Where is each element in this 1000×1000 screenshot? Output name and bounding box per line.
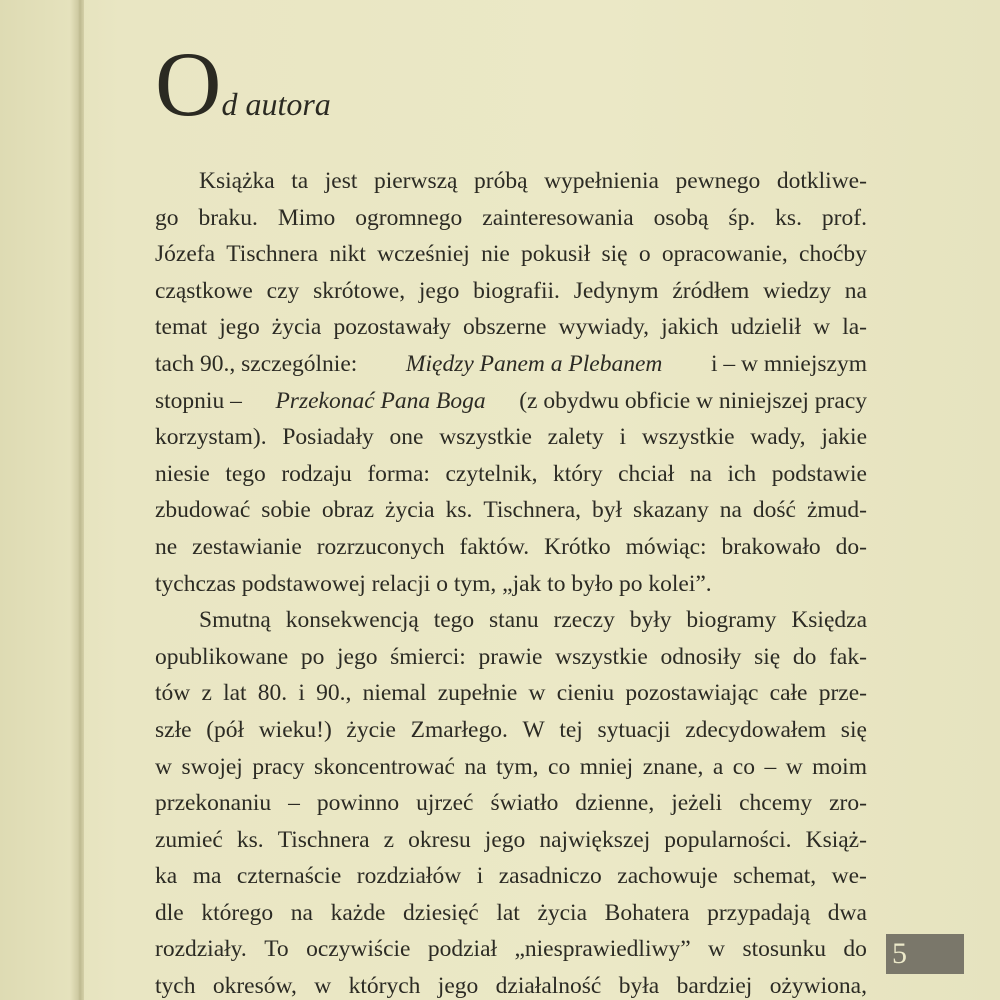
word: jeżeli [671, 790, 723, 817]
word: na [719, 497, 742, 524]
word: tej [559, 716, 583, 743]
word: zalety [547, 424, 604, 451]
word: jest [324, 168, 358, 194]
text-line [155, 456, 867, 493]
book-title: Przekonać Pana Boga [275, 387, 486, 414]
word: na [290, 899, 313, 926]
word: był [592, 497, 623, 524]
word: rozdziałów [356, 863, 462, 890]
word: podział [427, 936, 498, 963]
word: się [754, 643, 781, 670]
word: po [300, 643, 325, 670]
text-line [155, 968, 867, 1000]
word: odnosiły [660, 643, 742, 670]
word: tów [155, 680, 191, 707]
word: 90., [316, 680, 352, 707]
word: Jedynym [573, 277, 659, 304]
word: każde [330, 899, 386, 926]
word: okresów, [212, 973, 297, 1000]
word: pracy [252, 753, 305, 780]
text-line: tychczas podstawowej relacji o tym, „jak to było po kolei”. [155, 570, 712, 597]
text-line [155, 749, 867, 786]
word: ujrzeć [416, 790, 474, 817]
word: ks. [445, 497, 473, 524]
word: czy [266, 277, 300, 304]
chapter-heading [155, 33, 331, 135]
word: znane, [642, 753, 704, 780]
word: jego [418, 277, 460, 304]
word: co [732, 753, 755, 780]
text-line [155, 602, 867, 639]
word: stanu [489, 607, 539, 634]
word: W [522, 716, 545, 743]
word: o [638, 241, 651, 268]
word: światło [490, 790, 559, 817]
word: żmud- [806, 497, 867, 524]
text-line [155, 675, 867, 712]
word: zupełnie [437, 680, 518, 707]
word: rozdziały. [155, 936, 247, 963]
word: rodzaju [281, 460, 352, 487]
word: tych [155, 973, 196, 1000]
word: (pół [206, 716, 245, 743]
word: konsekwencją [285, 607, 419, 634]
word: się [840, 716, 867, 743]
word: go [155, 204, 179, 231]
word: one [389, 424, 424, 451]
word: w [785, 753, 803, 780]
word: opublikowane [155, 643, 289, 670]
text-line [155, 200, 867, 237]
word: ma [192, 863, 222, 890]
word: wszystkie [641, 424, 735, 451]
word: choćby [799, 241, 867, 268]
word: była [618, 973, 660, 1000]
word: cieniu [556, 680, 615, 707]
word: jego [484, 826, 526, 853]
word: wszystkie [555, 643, 648, 670]
word: Bohatera [604, 899, 690, 926]
word: Tischnera [226, 241, 319, 268]
word: la- [842, 314, 867, 341]
text-line [155, 822, 867, 859]
word: zro- [829, 790, 867, 817]
word: fak- [829, 643, 867, 670]
word: ka [155, 863, 178, 890]
word: śmierci: [390, 643, 466, 670]
word: który [553, 460, 603, 487]
word: się [601, 241, 628, 268]
word: 80. [257, 680, 288, 707]
word: życia [271, 314, 322, 341]
word: Józefa [155, 241, 216, 268]
word: rzeczy [553, 607, 615, 634]
text-line [155, 163, 867, 200]
body-text [155, 163, 867, 1000]
word: tego [225, 460, 266, 487]
word: czytelnik, [445, 460, 538, 487]
word: wcześniej [377, 241, 470, 268]
word: skazany [633, 497, 709, 524]
word: okresu [408, 826, 471, 853]
word: nikt [329, 241, 366, 268]
word: działalność [495, 973, 602, 1000]
word: zumieć [155, 826, 223, 853]
word: swojej [181, 753, 243, 780]
word: Książ- [805, 826, 867, 853]
word: do [792, 643, 817, 670]
word: forma: [367, 460, 430, 487]
page-number: 5 [886, 934, 964, 974]
word: zbudować [155, 497, 251, 524]
word: Książka [199, 168, 275, 194]
word: To [264, 936, 289, 963]
word: zdecydowałem [685, 716, 827, 743]
word: w [813, 314, 831, 341]
word: ks. [236, 826, 264, 853]
word: w [528, 680, 546, 707]
word: popularności. [664, 826, 792, 853]
word: wiedzy [763, 277, 831, 304]
word: prof. [821, 204, 867, 231]
text-line [155, 419, 867, 456]
word: śp. [728, 204, 756, 231]
text-line [155, 236, 867, 273]
word: wady, [750, 424, 806, 451]
word: „niesprawiedliwy” [514, 936, 691, 963]
word: całe [769, 680, 808, 707]
word: wieku!) [258, 716, 332, 743]
word: próbą [474, 168, 528, 194]
word: ks. [775, 204, 802, 231]
word: życia [385, 497, 435, 524]
word: dwa [827, 899, 867, 926]
word: co [548, 753, 571, 780]
text-segment: tach 90., szczególnie: [155, 350, 358, 377]
word: na [844, 277, 867, 304]
word: lat [496, 899, 520, 926]
word: faktów. [459, 533, 530, 560]
word: i [619, 424, 627, 451]
word: pierwszą [373, 168, 458, 194]
text-line [155, 931, 867, 968]
word: źródłem [672, 277, 750, 304]
word: do [843, 936, 867, 963]
word: temat [155, 314, 208, 341]
word: korzystam). [155, 424, 267, 451]
word: pokusił [521, 241, 591, 268]
word: w [155, 753, 172, 780]
word: – [288, 790, 300, 817]
book-gutter [0, 0, 84, 1000]
word: sytuacji [597, 716, 671, 743]
word: prawie [478, 643, 543, 670]
word: ogromnego [355, 204, 463, 231]
word: jego [336, 643, 378, 670]
word: niesie [155, 460, 210, 487]
word: obraz [321, 497, 375, 524]
word: na [689, 460, 712, 487]
text-line [155, 529, 867, 566]
word: czternaście [236, 863, 342, 890]
text-line [155, 309, 867, 346]
word: największej [539, 826, 651, 853]
word: jakie [821, 424, 867, 451]
word: ta [291, 168, 309, 194]
text-line [155, 273, 867, 310]
word: z [201, 680, 212, 707]
word: życia [537, 899, 588, 926]
word: Zmarłego. [410, 716, 508, 743]
word: lat [223, 680, 247, 707]
word: biogramy [686, 607, 777, 634]
text-line [155, 858, 867, 895]
word: niemal [362, 680, 427, 707]
word: bardziej [676, 973, 753, 1000]
text-line [155, 639, 867, 676]
text-segment: (z obydwu obficie w niniejszej pracy [519, 387, 867, 414]
word: dzienne, [575, 790, 655, 817]
word: pozostawiając [625, 680, 759, 707]
word: mówiąc: [625, 533, 707, 560]
word: jego [437, 973, 479, 1000]
word: nie [481, 241, 510, 268]
text-line [155, 492, 867, 529]
word: zasadniczo [498, 863, 602, 890]
word: dość [752, 497, 796, 524]
word: Posiadały [282, 424, 374, 451]
word: w [314, 973, 332, 1000]
word: brakowało [721, 533, 821, 560]
word: pewnego [675, 168, 761, 194]
word: cząstkowe [155, 277, 253, 304]
word: schemat, [733, 863, 817, 890]
word: jego [219, 314, 260, 341]
word: ne [155, 533, 178, 560]
word: pozostawały [333, 314, 451, 341]
word: przekonaniu [155, 790, 272, 817]
word: rozrzuconych [316, 533, 445, 560]
word: udzielił [730, 314, 802, 341]
word: dziesięć [403, 899, 479, 926]
word: podstawie [771, 460, 867, 487]
word: chcemy [739, 790, 813, 817]
word: dotkliwe- [776, 168, 867, 194]
word: z [383, 826, 395, 853]
word: ożywiona, [769, 973, 867, 1000]
word: braku. [198, 204, 258, 231]
heading-rest: d autora [221, 86, 331, 122]
word: Tischnera, [483, 497, 582, 524]
word: dle [155, 899, 184, 926]
word: skoncentrować [313, 753, 455, 780]
text-line [155, 712, 867, 749]
word: tym, [496, 753, 539, 780]
book-title: Między Panem a Plebanem [405, 350, 663, 377]
text-line [155, 895, 867, 932]
word: oczywiście [306, 936, 411, 963]
word: mniej [579, 753, 634, 780]
word: Mimo [277, 204, 336, 231]
word: chciał [618, 460, 675, 487]
word: w [708, 936, 726, 963]
word: życie [346, 716, 396, 743]
word: prze- [818, 680, 867, 707]
word: moim [812, 753, 867, 780]
word: którego [201, 899, 274, 926]
word: powinno [316, 790, 400, 817]
word: sobie [261, 497, 311, 524]
word: Księdza [791, 607, 867, 634]
word: zainteresowania [482, 204, 634, 231]
word: jakich [661, 314, 719, 341]
word: – [764, 753, 777, 780]
word: których [348, 973, 421, 1000]
word: Tischnera [277, 826, 370, 853]
word: szłe [155, 716, 192, 743]
word: Krótko [544, 533, 611, 560]
word: i [298, 680, 305, 707]
word: wypełnienia [544, 168, 659, 194]
word: ich [727, 460, 757, 487]
word: Smutną [199, 607, 271, 634]
word: a [712, 753, 724, 780]
word: obszerne [462, 314, 547, 341]
text-line [155, 785, 867, 822]
word: do- [835, 533, 867, 560]
word: na [464, 753, 487, 780]
word: wywiady, [558, 314, 650, 341]
text-segment: i – w mniejszym [711, 350, 867, 377]
word: zestawianie [192, 533, 302, 560]
text-line-with-title [155, 346, 867, 383]
word: i [476, 863, 484, 890]
word: tego [433, 607, 475, 634]
word: przypadają [707, 899, 811, 926]
word: zachowuje [617, 863, 718, 890]
word: skrótowe, [313, 277, 406, 304]
word: wszystkie [439, 424, 532, 451]
word: stosunku [742, 936, 827, 963]
text-line-with-title [155, 383, 867, 420]
heading-initial: O [155, 33, 220, 135]
word: były [629, 607, 672, 634]
word: opracowanie, [661, 241, 788, 268]
word: osobą [653, 204, 709, 231]
text-segment: stopniu – [155, 387, 242, 414]
word: we- [831, 863, 867, 890]
word: biografii. [473, 277, 560, 304]
